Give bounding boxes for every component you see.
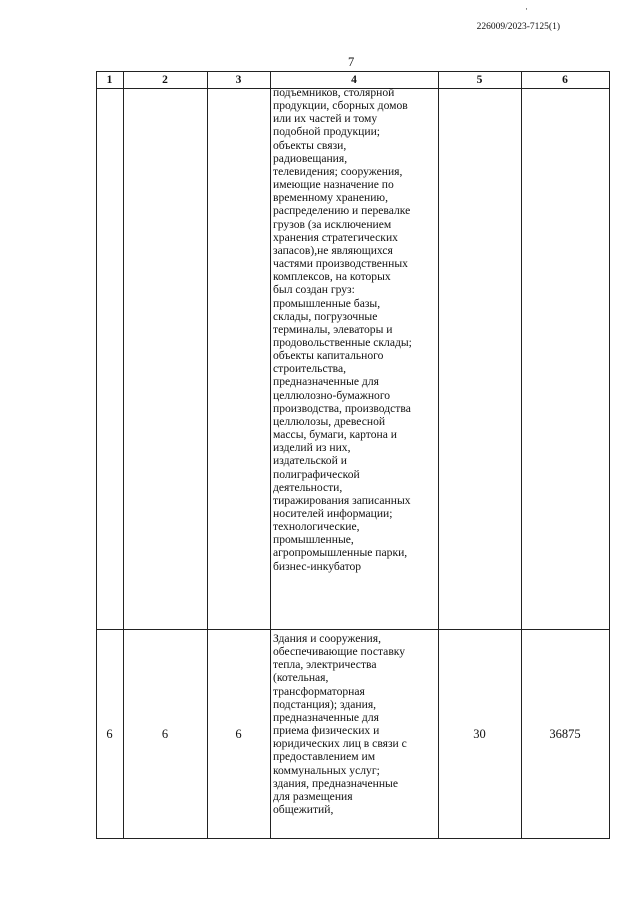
corner-mark: · (525, 4, 528, 14)
column-header-5: 5 (476, 74, 483, 86)
text-line: временному хранению, (273, 191, 388, 205)
page-number: 7 (348, 55, 355, 69)
text-line: распределению и перевалке (273, 204, 411, 218)
text-line: (котельная, (273, 671, 329, 685)
text-line: полиграфической (273, 467, 360, 481)
text-line: или их частей и тому (273, 112, 378, 126)
text-line: обеспечивающие поставку (273, 645, 406, 659)
column-header-4: 4 (351, 74, 357, 86)
text-line: деятельности, (273, 480, 343, 494)
text-line: строительства, (273, 362, 347, 376)
continued-row-description (273, 86, 439, 573)
text-line: целлюлозы, древесной (273, 414, 386, 428)
text-line: склады, погрузочные (273, 309, 378, 323)
text-line: частями производственных (273, 257, 408, 271)
text-line: издательской и (273, 454, 347, 468)
data-table (96, 71, 610, 839)
text-line: объекты связи, (273, 138, 347, 152)
row6-col5: 30 (473, 727, 486, 741)
text-line: радиовещания, (273, 151, 348, 165)
text-line: грузов (за исключением (273, 217, 392, 231)
text-line: тепла, электричества (273, 658, 377, 672)
text-line: носителей информации; (273, 507, 393, 520)
text-line: подъемников, столярной (273, 86, 395, 99)
text-line: продукции, сборных домов (273, 99, 408, 113)
column-header-2: 2 (162, 74, 168, 86)
text-line: общежитий, (273, 803, 334, 817)
text-line: телевидения; сооружения, (273, 164, 403, 178)
text-line: технологические, (273, 520, 360, 534)
text-line: здания, предназначенные (273, 776, 398, 790)
column-header-3: 3 (235, 74, 242, 86)
text-line: изделий из них, (273, 441, 351, 455)
text-line: предназначенные для (273, 375, 379, 389)
text-line: приема физических и (273, 724, 380, 738)
text-line: подстанция); здания, (273, 697, 377, 711)
text-line: Здания и сооружения, (273, 632, 381, 645)
text-line: юридических лиц в связи с (273, 737, 407, 751)
column-header-1: 1 (106, 74, 113, 86)
column-divider (521, 71, 522, 839)
text-line: массы, бумаги, картона и (273, 428, 397, 442)
row6-col1: 6 (106, 727, 113, 741)
text-line: промышленные базы, (273, 296, 381, 310)
row6-col2: 6 (161, 727, 169, 741)
text-line: имеющие назначение по (273, 178, 394, 192)
table-border-bottom (96, 838, 610, 839)
text-line: коммунальных услуг; (273, 763, 380, 777)
text-line: целлюлозно-бумажного (273, 388, 391, 402)
table-border-left (96, 71, 97, 839)
text-line: комплексов, на которых (273, 270, 391, 284)
text-line: подобной продукции; (273, 125, 380, 139)
row-divider (96, 629, 610, 630)
text-line: промышленные, (273, 533, 354, 547)
text-line: трансформаторная (273, 684, 365, 698)
text-line: тиражирования записанных (273, 493, 411, 507)
text-line: предназначенные для (273, 710, 379, 724)
row6-col6: 36875 (549, 727, 581, 741)
text-line: бизнес-инкубатор (273, 559, 362, 573)
text-line: хранения стратегических (273, 230, 398, 244)
table-border-right (609, 71, 610, 839)
column-divider (270, 71, 271, 839)
text-line: объекты капитального (273, 349, 384, 363)
row6-description (273, 632, 439, 816)
text-line: продовольственные склады; (273, 335, 412, 349)
text-line: был создан груз: (273, 283, 355, 297)
text-line: запасов),не являющихся (273, 243, 393, 257)
column-divider (207, 71, 208, 839)
text-line: терминалы, элеваторы и (273, 322, 393, 336)
document-number: 226009/2023-7125(1) (476, 22, 560, 32)
column-divider (123, 71, 124, 839)
row6-col3: 6 (235, 727, 242, 741)
text-line: производства, производства (273, 401, 411, 415)
text-line: предоставлением им (273, 750, 376, 764)
column-header-6: 6 (562, 74, 568, 86)
text-line: агропромышленные парки, (273, 546, 408, 560)
text-line: для размещения (273, 789, 353, 803)
